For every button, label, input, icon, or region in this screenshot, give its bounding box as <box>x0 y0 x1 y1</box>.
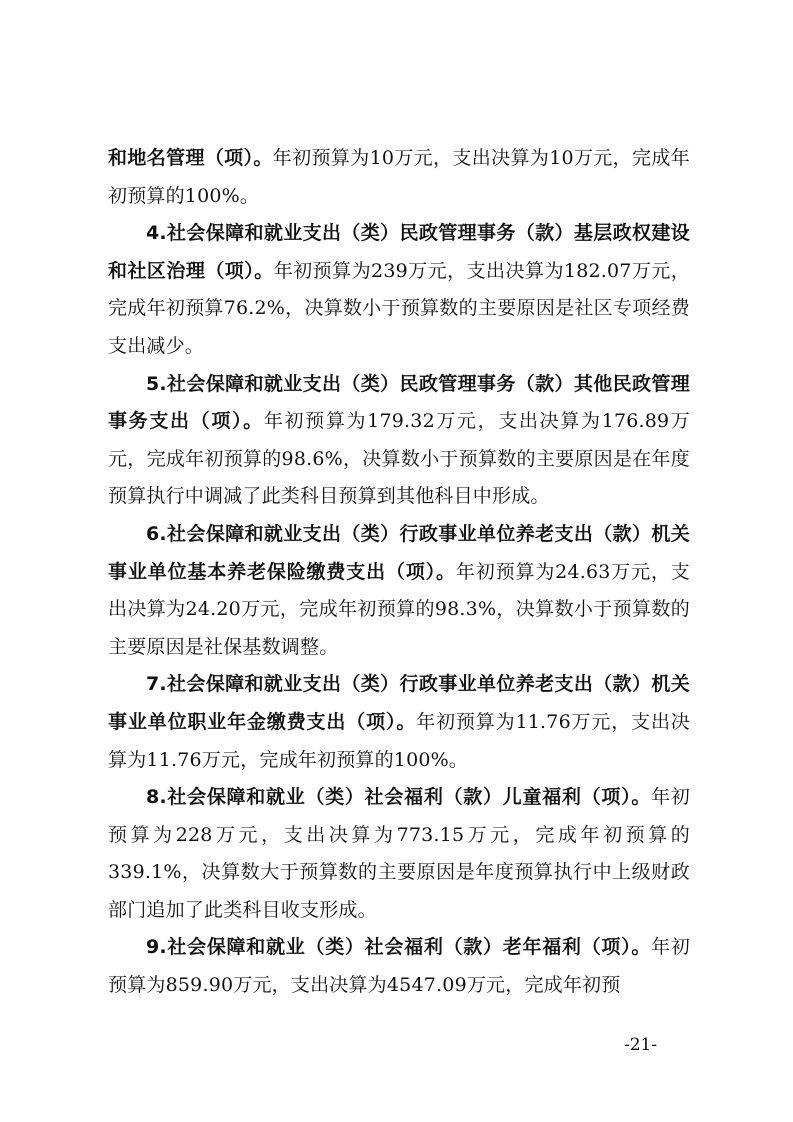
paragraph-1 <box>108 140 690 215</box>
paragraph-3 <box>108 366 690 516</box>
page-number: -21- <box>624 1035 658 1055</box>
document-body <box>108 140 690 1005</box>
paragraph-7-text: 年初预算为859.90万元，支出决算为4547.09万元，完成年初预 <box>108 936 690 997</box>
paragraph-4-heading: 6.社会保障和就业支出（类）行政事业单位养老支出（款）机关事业单位基本养老保险缴费支出（项）。 <box>108 522 690 583</box>
paragraph-3-text: 年初预算为179.32万元，支出决算为176.89万元，完成年初预算的98.6%，决算数小于预算数的主要原因是在年度预算执行中调减了此类科目预算到其他科目中形成。 <box>108 410 690 508</box>
paragraph-6-heading: 8.社会保障和就业（类）社会福利（款）儿童福利（项）。 <box>146 786 652 809</box>
paragraph-7 <box>108 929 690 1004</box>
paragraph-2 <box>108 215 690 365</box>
paragraph-1-heading: 和地名管理（项）。 <box>108 147 273 169</box>
paragraph-2-heading: 4.社会保障和就业支出（类）民政管理事务（款）基层政权建设和社区治理（项）。 <box>108 222 690 282</box>
paragraph-4 <box>108 516 690 666</box>
paragraph-5 <box>108 666 690 779</box>
paragraph-3-heading: 5.社会保障和就业支出（类）民政管理事务（款）其他民政管理事务支出（项）。 <box>108 372 690 433</box>
paragraph-5-heading: 7.社会保障和就业支出（类）行政事业单位养老支出（款）机关事业单位职业年金缴费支出（项）。 <box>108 673 690 733</box>
paragraph-4-text: 年初预算为24.63万元，支出决算为24.20万元，完成年初预算的98.3%，决算数小于预算数的主要原因是社保基数调整。 <box>108 560 690 658</box>
paragraph-1-text: 年初预算为10万元，支出决算为10万元，完成年初预算的100%。 <box>108 147 690 207</box>
paragraph-6-text: 年初预算为228万元，支出决算为773.15万元，完成年初预算的339.1%，决算数大于预算数的主要原因是年度预算执行中上级财政部门追加了此类科目收支形成。 <box>108 786 690 921</box>
paragraph-2-text: 年初预算为239万元，支出决算为182.07万元，完成年初预算76.2%，决算数小于预算数的主要原因是社区专项经费支出减少。 <box>108 259 690 357</box>
paragraph-6 <box>108 779 690 929</box>
paragraph-5-text: 年初预算为11.76万元，支出决算为11.76万元，完成年初预算的100%。 <box>108 710 691 771</box>
paragraph-7-heading: 9.社会保障和就业（类）社会福利（款）老年福利（项）。 <box>146 936 652 959</box>
